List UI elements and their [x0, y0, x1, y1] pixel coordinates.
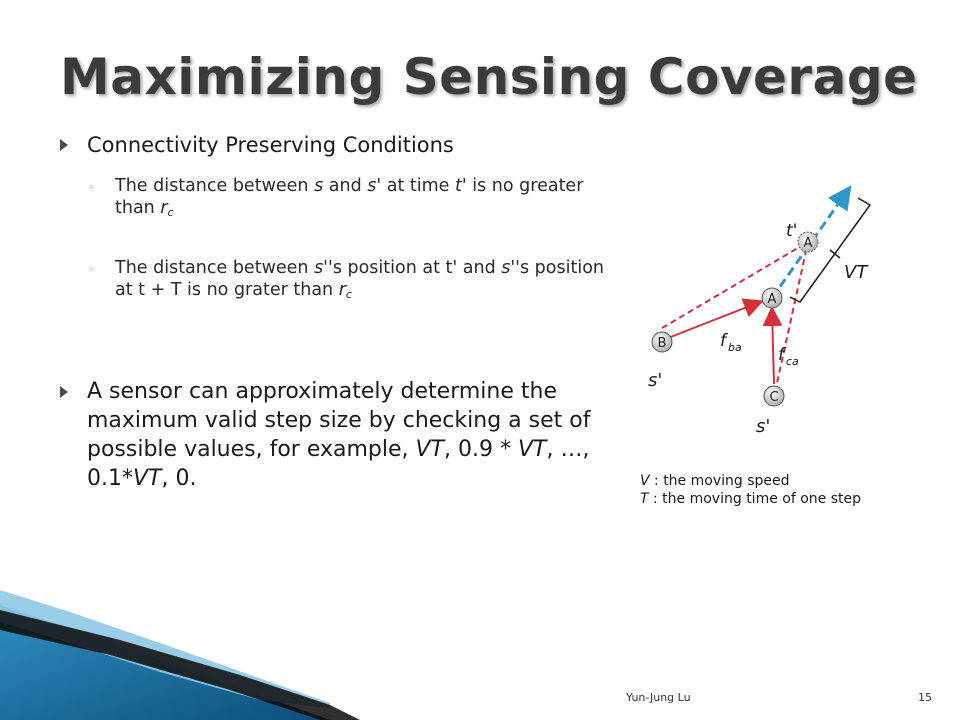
bullet-arrow-icon [60, 139, 68, 151]
label-s-prime-c: s' [756, 416, 771, 437]
node-a-top [798, 232, 818, 252]
svg-text:C: C [769, 390, 779, 405]
node-a-mid [762, 288, 782, 308]
bullet-connectivity [60, 130, 580, 160]
svg-text:f: f [778, 345, 784, 365]
movement-diagram [600, 170, 920, 450]
label-vt: VT [844, 262, 868, 283]
bullet-step-size [60, 377, 605, 493]
ring-bullet-icon: ◦ [88, 181, 95, 194]
label-f-ba [720, 331, 742, 354]
svg-text:A: A [767, 292, 777, 307]
svg-text:A: A [803, 236, 813, 251]
bracket-tick [830, 250, 840, 258]
bullet-text: Connectivity Preserving Conditions [87, 133, 454, 157]
label-t-prime: t' [786, 221, 798, 241]
svg-text:ba: ba [728, 341, 742, 354]
svg-text:f: f [720, 331, 726, 351]
arrow-f-ca [772, 310, 774, 384]
subbullet-text: The distance between s and s' at time t' is no greater than $r_c$ [115, 176, 584, 219]
bullet-arrow-icon [60, 386, 68, 398]
subbullet-text: The distance between s''s position at t' and s''s position at t + T is no grater than $r_c$ [115, 258, 604, 301]
label-f-ca [778, 345, 799, 368]
arrow-f-ba [668, 302, 760, 338]
svg-text:ca: ca [786, 355, 799, 368]
svg-text:B: B [657, 336, 667, 351]
subbullet-position-condition [88, 257, 608, 306]
ring-bullet-icon: ◦ [88, 263, 95, 276]
legend-v: V : the moving speed [640, 473, 790, 489]
subbullet-distance-condition [88, 175, 608, 224]
diagram-legend [640, 472, 861, 508]
label-s-prime-b: s' [648, 370, 663, 391]
page-number: 15 [918, 691, 932, 704]
bullet-text: A sensor can approximately determine the maximum valid step size by checking a set of possible values, for example, VT, 0.9 * VT, …, 0.1*VT, 0. [87, 379, 591, 491]
node-b [652, 332, 672, 352]
legend-t: T : the moving time of one step [640, 491, 862, 507]
node-c [764, 386, 784, 406]
slide-title: Maximizing Sensing Coverage [60, 48, 918, 106]
dashed-link-c-to-a-top [775, 242, 808, 392]
footer-author: Yun-Jung Lu [626, 691, 691, 704]
dashed-link-b-to-a-top [662, 242, 808, 328]
